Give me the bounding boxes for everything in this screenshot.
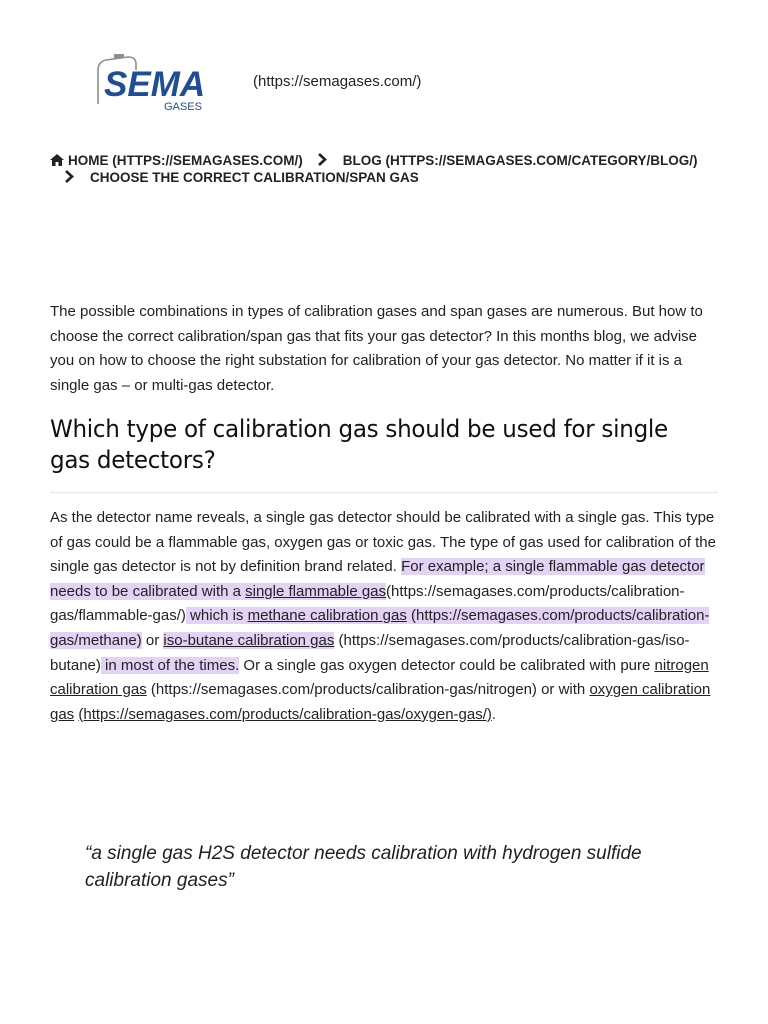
text-segment: or with — [536, 681, 590, 699]
url-text: (https://semagases.com/products/calibration-gas/methane) — [50, 607, 710, 649]
highlighted-segment: in most of the times. — [100, 656, 240, 674]
highlighted-link-wrapper — [248, 607, 407, 624]
divider — [50, 492, 718, 493]
sema-gases-logo[interactable] — [88, 52, 213, 114]
highlighted-segment: which is — [185, 607, 248, 625]
logo-url-link[interactable]: (https://semagases.com/) — [253, 73, 422, 90]
body-paragraph — [50, 506, 720, 727]
section-heading: Which type of calibration gas should be used for single gas detectors? — [50, 415, 668, 474]
url-text: (https://semagases.com/products/calibration-gas/nitrogen) — [150, 681, 537, 699]
url-text: (https://semagases.com/products/calibration-gas/iso-butane) — [50, 631, 690, 674]
oxygen-calibration-gas-link[interactable]: oxygen calibration gas — [50, 681, 711, 723]
svg-text:SEMA: SEMA — [104, 65, 206, 104]
methane-calibration-gas-link[interactable]: methane calibration gas — [247, 607, 407, 625]
text-segment: As the detector name reveals, a single gas detector should be calibrated with a single gas. This type of gas could be a flammable gas, oxygen gas or toxic gas. The type of gas used for calibration of the single gas detector is not by definition brand related. — [50, 509, 716, 576]
text-segment: . — [491, 705, 497, 723]
svg-text:GASES: GASES — [164, 101, 202, 113]
breadcrumb-blog[interactable]: BLOG (HTTPS://SEMAGASES.COM/CATEGORY/BLOG/) — [342, 153, 698, 168]
breadcrumb-home[interactable]: HOME (HTTPS://SEMAGASES.COM/) — [68, 153, 303, 168]
pull-quote: “a single gas H2S detector needs calibration with hydrogen sulfide calibration gases” — [85, 843, 642, 891]
breadcrumb — [50, 152, 720, 186]
chevron-right-icon — [317, 152, 327, 169]
home-icon — [50, 152, 64, 169]
site-header — [0, 0, 768, 130]
single-flammable-gas-link[interactable]: single flammable gas — [245, 582, 387, 600]
nitrogen-calibration-gas-link[interactable]: nitrogen calibration gas — [50, 656, 709, 699]
intro-paragraph: The possible combinations in types of calibration gases and span gases are numerous. But how to choose the correct calibration/span gas that fits your gas detector? In this months blog, we advise you on how to choose the right substation for calibration of your gas detector. No matter if it is a single gas – or multi-gas detector. — [50, 303, 703, 394]
chevron-right-icon — [64, 169, 74, 186]
oxygen-gas-url-link[interactable]: (https://semagases.com/products/calibration-gas/oxygen-gas/) — [78, 705, 492, 723]
breadcrumb-current: CHOOSE THE CORRECT CALIBRATION/SPAN GAS — [90, 170, 419, 185]
highlighted-link-wrapper — [163, 632, 334, 649]
highlighted-segment: For example; a single flammable gas detector needs to be calibrated with a — [50, 558, 705, 600]
iso-butane-calibration-gas-link[interactable]: iso-butane calibration gas — [163, 631, 335, 649]
text-segment: Or a single gas oxygen detector could be calibrated with pure — [239, 656, 655, 674]
url-text: (https://semagases.com/products/calibration-gas/flammable-gas/) — [50, 582, 685, 625]
highlighted-segment: or — [141, 631, 164, 649]
